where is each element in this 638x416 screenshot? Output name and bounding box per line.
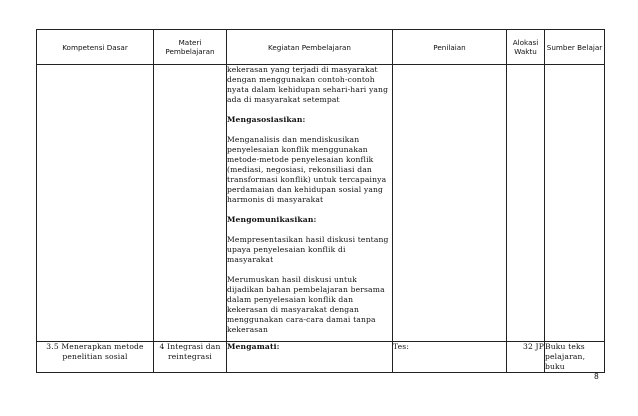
cell-kompetensi-3-5: 3.5 Menerapkan metode penelitian sosial xyxy=(37,342,154,373)
cell-penilaian-tes: Tes: xyxy=(393,342,507,373)
cell-alokasi-empty xyxy=(507,65,545,342)
header-kegiatan-pembelajaran: Kegiatan Pembelajaran xyxy=(227,30,393,65)
cell-kegiatan-continued xyxy=(227,65,393,342)
cell-kompetensi-empty xyxy=(37,65,154,342)
cell-materi-empty xyxy=(154,65,227,342)
activity-paragraph: kekerasan yang terjadi di masyarakat dengan menggunakan contoh-contoh nyata dalam kehidupan sehari-hari yang ada di masyarakat setempat xyxy=(227,65,389,104)
header-sumber-belajar: Sumber Belajar xyxy=(545,30,605,65)
cell-materi-integrasi: 4 Integrasi dan reintegrasi xyxy=(154,342,227,373)
page-number: 8 xyxy=(594,372,599,381)
header-materi-pembelajaran: Materi Pembelajaran xyxy=(154,30,227,65)
activity-paragraph: Menganalisis dan mendiskusikan penyelesaian konflik menggunakan metode-metode penyelesaian konflik (mediasi, negosiasi, rekonsiliasi dan transformasi konflik) untuk tercapainya perdamaian dan kehidupan sosial yang harmonis di masyarakat xyxy=(227,135,387,204)
kegiatan-blocks xyxy=(227,65,392,335)
lesson-plan-table xyxy=(36,29,605,373)
cell-alokasi-jp: 32 JP xyxy=(507,342,545,373)
cell-sumber-buku: Buku teks pelajaran, buku xyxy=(545,342,605,373)
header-alokasi-waktu: Alokasi Waktu xyxy=(507,30,545,65)
table-row xyxy=(37,65,605,342)
header-penilaian: Penilaian xyxy=(393,30,507,65)
activity-heading: Mengasosiasikan: xyxy=(227,115,306,124)
cell-penilaian-empty xyxy=(393,65,507,342)
activity-paragraph: Mempresentasikan hasil diskusi tentang upaya penyelesaian konflik di masyarakat xyxy=(227,235,389,264)
header-row xyxy=(37,30,605,65)
table-row xyxy=(37,342,605,373)
activity-heading: Mengomunikasikan: xyxy=(227,215,317,224)
activity-paragraph: Merumuskan hasil diskusi untuk dijadikan bahan pembelajaran bersama dalam penyelesaian konflik dan kekerasan di masyarakat dengan menggunakan cara-cara damai tanpa kekerasan xyxy=(227,275,385,334)
cell-sumber-empty xyxy=(545,65,605,342)
header-kompetensi-dasar: Kompetensi Dasar xyxy=(37,30,154,65)
cell-kegiatan-mengamati: Mengamati: xyxy=(227,342,393,373)
